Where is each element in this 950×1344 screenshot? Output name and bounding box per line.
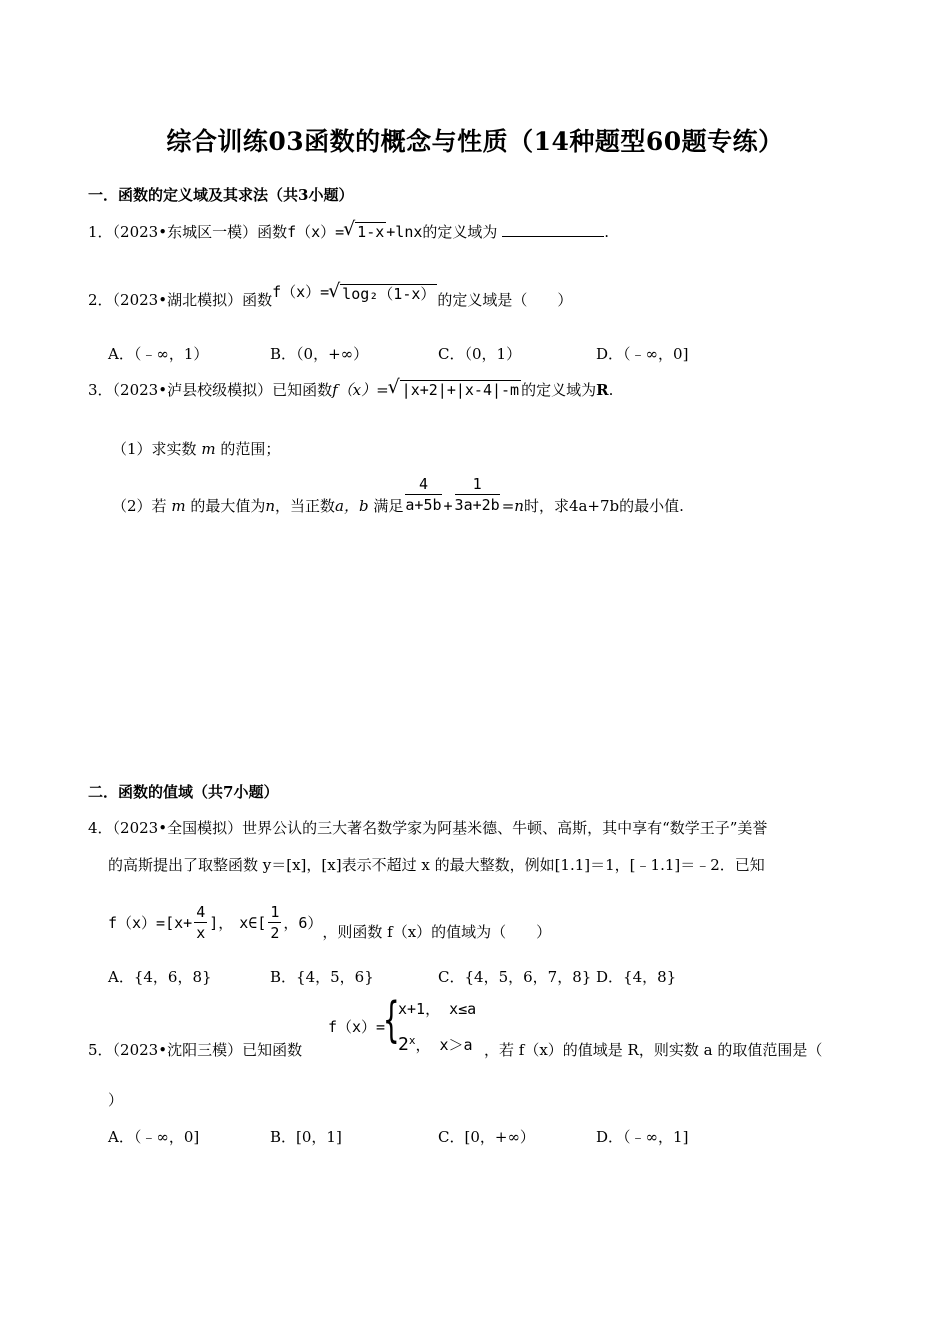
fraction-1-over-2 [268,902,281,943]
part-text: 的范围； [220,440,281,458]
option-d: D．（﹣∞，0] [596,345,689,363]
option-c: C．（0，1） [438,345,522,363]
radicand: |x+2|+|x-4|-m [401,381,520,399]
option-b: B．（0，+∞） [270,345,369,363]
domain-end: ，6） [283,913,323,932]
numerator: 4 [405,474,441,495]
part-text: 的最大值为 [190,497,266,515]
question-number: 1． [88,223,113,241]
question-number: 2． [88,291,113,309]
radicand: 1-x [357,223,385,241]
denominator: 3a+2b [454,495,500,514]
numerator: 1 [455,474,500,495]
part-2-suffix [502,496,684,516]
option-d: D．{4，8} [596,968,677,986]
part-text: （1）求实数 [112,440,197,458]
question-5-lead [88,1040,302,1060]
part-text: （2）若 [112,497,167,515]
formula-lhs: f（x）= [287,223,345,241]
fraction-4-over-x [194,902,207,943]
equals-n: =n [501,497,524,515]
question-number: 5． [88,1041,113,1059]
question-source: （2023•泸县校级模拟）已知函数 [112,381,333,399]
piecewise-case-1: x+1， x≤a [398,1000,477,1018]
var-m: m [171,497,186,515]
part-text: 满足 [373,497,404,515]
question-3-part-1 [112,439,280,459]
fraction-1-over-3a2b [455,474,500,515]
answer-blank[interactable] [502,222,604,237]
question-text: 的定义域为 [422,223,498,241]
formula-lhs: f（x）= [332,381,389,399]
sqrt-expression [344,222,386,242]
sqrt-expression [329,284,437,304]
numerator: 4 [196,903,206,921]
section-heading-range: 二．函数的值域（共7小题） [88,783,279,801]
option-b: B．{4，5，6} [270,968,374,986]
question-4-line-2: 的高斯提出了取整函数 y＝[x]，[x]表示不超过 x 的最大整数，例如[1.1]＝1，[﹣1.1]＝﹣2．已知 [108,856,765,874]
var-m: m [201,440,216,458]
case-condition: ， x＞a [415,1036,473,1054]
part-2-prefix [112,496,403,516]
question-3 [88,380,613,400]
piecewise-lhs: f（x）= [328,1018,386,1036]
denominator: x [196,924,206,942]
period: . [608,381,614,399]
question-text: ，则函数 f（x）的值域为（ ） [322,922,552,941]
domain-start: x∈[ [239,913,267,932]
period: . [604,223,609,241]
formula-tail: +lnx [386,223,423,241]
option-a: A．（﹣∞，0] [108,1128,200,1146]
question-2 [88,283,573,310]
option-a: A．（﹣∞，1） [108,345,209,363]
option-b: B．[0，1] [270,1128,342,1146]
question-1 [88,222,609,242]
option-a: A．{4，6，8} [108,968,212,986]
part-text: ，当正数 [275,497,336,515]
reals-symbol: R [596,381,609,399]
question-5-text: ，若 f（x）的值域是 R，则实数 a 的取值范围是（ [484,1041,823,1059]
formula-lhs: f（x）= [272,283,330,301]
plus-sign: + [443,497,453,515]
question-source: （2023•沈阳三模）已知函数 [112,1041,303,1059]
question-3-part-2 [112,472,684,516]
numerator: 1 [270,903,280,921]
piecewise-case-2 [398,1034,473,1055]
section-heading-domain: 一．函数的定义域及其求法（共3小题） [88,186,354,204]
formula-lhs: f（x）=[x+ [108,913,193,932]
formula-bracket: ]， [209,913,234,932]
denominator: 2 [270,924,280,942]
question-number: 4． [88,819,113,837]
question-4-line-1 [88,818,767,838]
part-text: 时，求4a+7b的最小值. [523,497,684,515]
question-source: （2023•湖北模拟）函数 [112,291,273,309]
option-d: D．（﹣∞，1] [596,1128,689,1146]
left-brace-icon: { [382,992,400,1048]
radicand: log₂（1-x） [342,285,436,303]
exponent-x: x [408,1034,416,1047]
base-2: 2 [398,1034,409,1055]
option-c: C．{4，5，6，7，8} [438,968,592,986]
question-text: 的定义域为 [521,381,597,399]
var-n: n [265,497,276,515]
denominator: a+5b [405,495,442,514]
var-ab: a，b [335,497,369,515]
page-title: 综合训练03函数的概念与性质（14种题型60题专练） [166,127,784,156]
question-4-formula-line [108,902,551,943]
fraction-4-over-a5b [405,474,441,515]
question-text: （2023•全国模拟）世界公认的三大著名数学家为阿基米德、牛顿、高斯，其中享有“数学王子”美誉 [112,819,768,837]
question-number: 3． [88,381,113,399]
question-text: 的定义域是（ ） [437,291,573,309]
question-5-close-paren: ） [108,1091,124,1109]
option-c: C．[0，+∞） [438,1128,535,1146]
sqrt-expression [389,380,521,400]
question-source: （2023•东城区一模）函数 [112,223,288,241]
